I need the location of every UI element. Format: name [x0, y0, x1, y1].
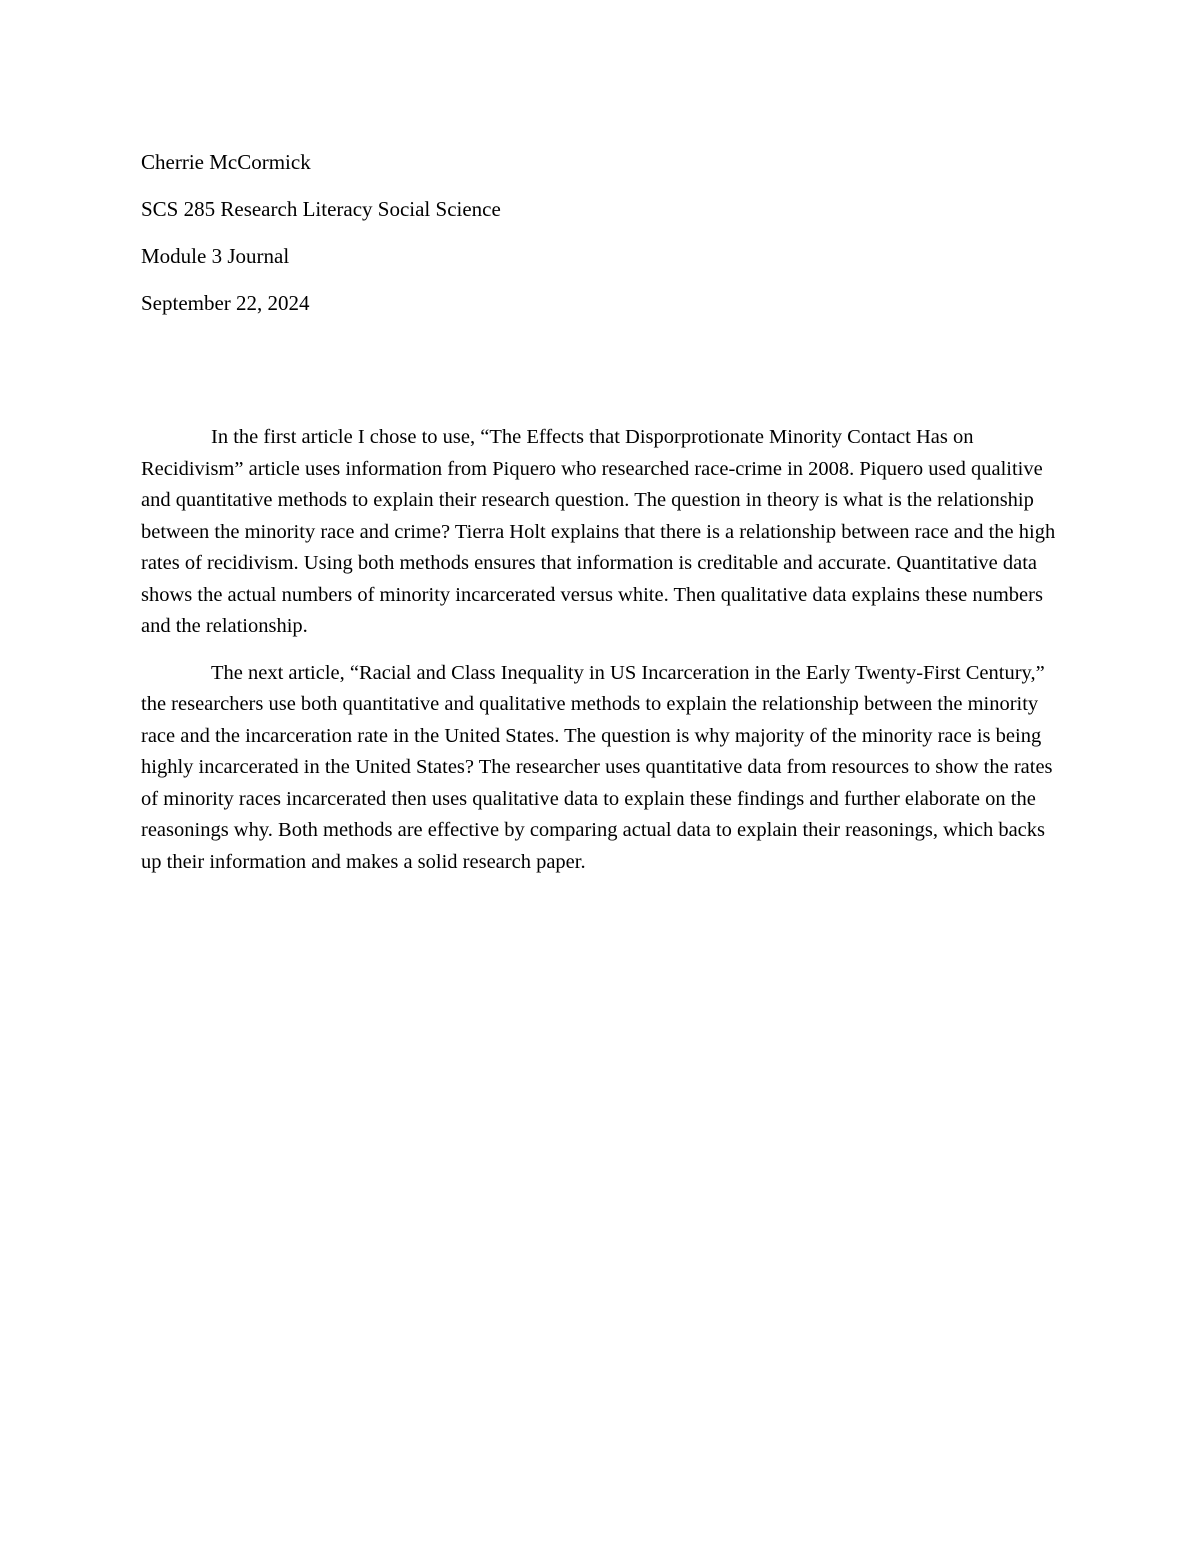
document-body — [141, 422, 1066, 893]
document-date: September 22, 2024 — [141, 291, 310, 315]
assignment-title: Module 3 Journal — [141, 244, 290, 268]
course-title: SCS 285 Research Literacy Social Science — [141, 197, 501, 221]
body-paragraph-2: The next article, “Racial and Class Inequality in US Incarceration in the Early Twenty-First Century,” the researchers use both quantitative and qualitative methods to explain the relationship between the minority race and the incarceration rate in the United States. The question is why majority of the minority race is being highly incarcerated in the United States? The researcher uses quantitative data from resources to show the rates of minority races incarcerated then uses qualitative data to explain these findings and further elaborate on the reasonings why. Both methods are effective by comparing actual data to explain their reasonings, which backs up their information and makes a solid research paper. — [141, 661, 1053, 873]
author-name: Cherrie McCormick — [141, 150, 311, 174]
document-header — [141, 139, 1061, 327]
body-paragraph-1: In the first article I chose to use, “The Effects that Disporprotionate Minority Contact Has on Recidivism” article uses information from Piquero who researched race-crime in 2008. Piquero used qualitive and quantitative methods to explain their research question. The question in theory is what is the relationship between the minority race and crime? Tierra Holt explains that there is a relationship between race and the high rates of recidivism. Using both methods ensures that information is creditable and accurate. Quantitative data shows the actual numbers of minority incarcerated versus white. Then qualitative data explains these numbers and the relationship. — [141, 426, 1056, 637]
